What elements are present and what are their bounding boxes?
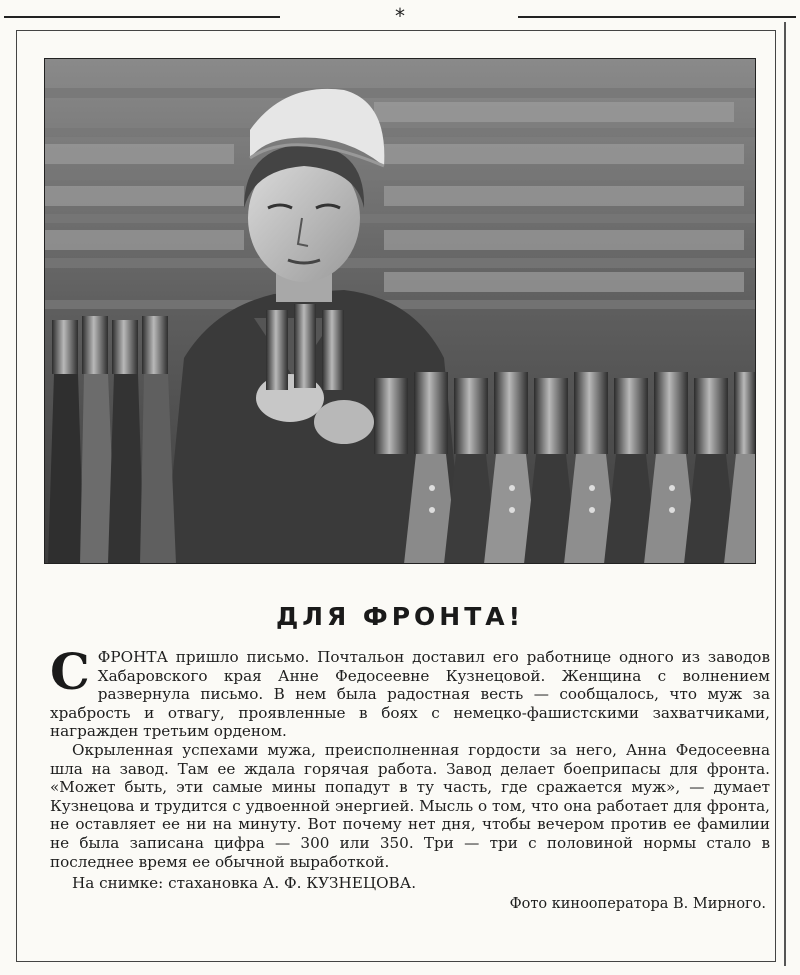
star-ornament: * (395, 4, 405, 28)
drop-cap: С (50, 642, 90, 701)
article-paragraph-2: Окрыленная успехами мужа, преисполненная гордости за него, Анна Федосеевна шла на завод. Там ее ждала горячая работа. Завод делает боеприпасы для фронта. «Может быть, эти самые мины попадут в ту часть, где сражается муж», — думает Кузнецова и трудится с удвоенной энергией. Мысль о том, что она работает для фронта, не оставляет ее ни на минуту. Вот почему нет дня, чтобы вечером против ее фамилии не была записана цифра — 300 или 350. Три — три с половиной нормы стало в последнее время ее обычной выработкой. (50, 740, 770, 871)
top-rule-right (518, 16, 796, 18)
photo-credit: Фото кинооператора В. Мирного. (509, 896, 766, 913)
photo-caption: На снимке: стахановка А. Ф. КУЗНЕЦОВА. (72, 874, 417, 893)
paragraph-1-text: ФРОНТА пришло письмо. Почтальон доставил его работнице одного из заводов Хабаровского края Анне Федосеевне Кузнецовой. Женщина с волнением развернула письмо. В нем была радостная весть — сообщалось, что муж за храбрость и отвагу, проявленные в боях с немецко-фашистскими захватчиками, награжден третьим орденом. (50, 648, 770, 741)
article-paragraph-1 (50, 642, 770, 741)
photo-worker-with-shells (44, 58, 756, 564)
top-rule-left (4, 16, 280, 18)
article-body (50, 642, 770, 915)
article-headline: ДЛЯ ФРОНТА! (275, 602, 525, 631)
column-rule (784, 22, 786, 966)
